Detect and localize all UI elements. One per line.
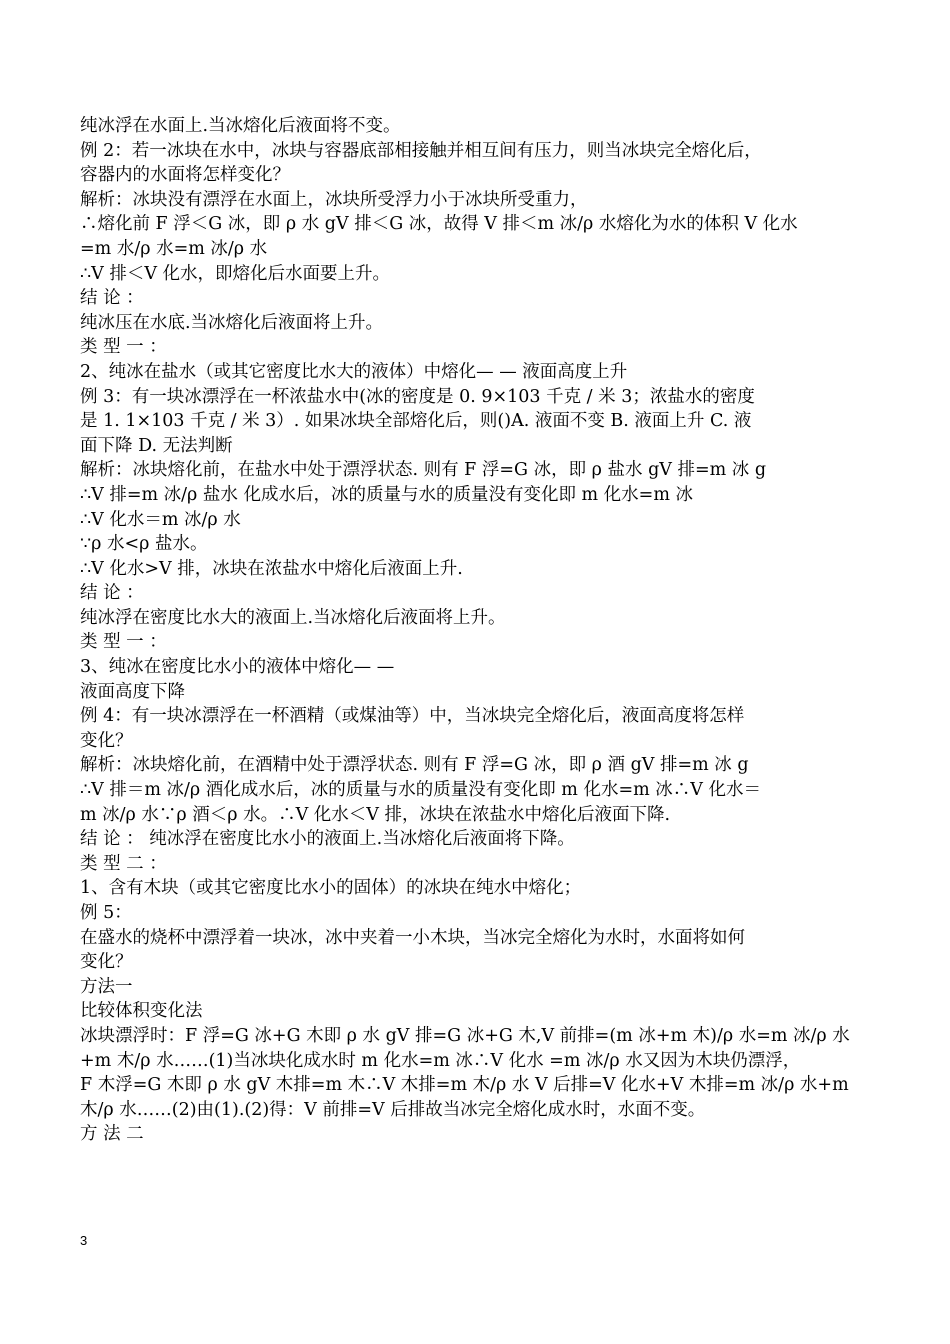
text-line: 液面高度下降	[80, 681, 185, 702]
text-line: 例 2：若一冰块在水中，冰块与容器底部相接触并相互间有压力，则当冰块完全熔化后，	[80, 140, 762, 161]
text-line: =m 水/ρ 水=m 冰/ρ 水	[80, 238, 268, 259]
text-line: 结 论 ：	[80, 288, 144, 309]
text-line: 1、含有木块（或其它密度比水小的固体）的冰块在纯水中熔化；	[80, 878, 582, 899]
text-line: F 木浮=G 木即 ρ 水 gV 木排=m 木∴V 木排=m 木/ρ 水 V 后排=V 化水+V 木排=m 冰/ρ 水+m	[80, 1075, 849, 1096]
text-line: 变化？	[80, 730, 133, 751]
text-line: ∴V 化水>V 排，冰块在浓盐水中熔化后液面上升.	[80, 558, 463, 579]
text-line: 纯冰压在水底.当冰熔化后液面将上升。	[80, 312, 384, 333]
text-line: 3、纯冰在密度比水小的液体中熔化— —	[80, 657, 395, 678]
text-line: 例 4：有一块冰漂浮在一杯酒精（或煤油等）中，当冰块完全熔化后，液面高度将怎样	[80, 706, 745, 727]
text-line: 方法一	[80, 976, 133, 997]
text-line: 变化？	[80, 952, 133, 973]
text-line: 在盛水的烧杯中漂浮着一块冰，冰中夹着一小木块，当冰完全熔化为水时，水面将如何	[80, 927, 745, 948]
text-line: 方 法 二	[80, 1124, 144, 1145]
text-line: ∴V 排＜V 化水，即熔化后水面要上升。	[80, 263, 391, 284]
page-number: 3	[80, 1233, 88, 1248]
text-line: 结 论 ： 纯冰浮在密度比水小的液面上.当冰熔化后液面将下降。	[80, 829, 575, 850]
text-line: m 冰/ρ 水∵ρ 酒＜ρ 水。∴V 化水＜V 排，冰块在浓盐水中熔化后液面下降.	[80, 804, 671, 825]
text-line: 解析：冰块没有漂浮在水面上，冰块所受浮力小于冰块所受重力，	[80, 189, 588, 210]
text-line: 类 型 一 ：	[80, 632, 167, 653]
text-line: 纯冰浮在密度比水大的液面上.当冰熔化后液面将上升。	[80, 607, 506, 628]
text-line: 例 3：有一块冰漂浮在一杯浓盐水中(冰的密度是 0. 9×103 千克 / 米 3；浓盐水的密度	[80, 386, 755, 407]
text-line: 2、纯冰在盐水（或其它密度比水大的液体）中熔化— — 液面高度上升	[80, 361, 628, 382]
text-line: ∴V 化水＝m 冰/ρ 水	[80, 509, 241, 530]
text-line: ∴V 排＝m 冰/ρ 酒化成水后，冰的质量与水的质量没有变化即 m 化水=m 冰∴V 化水＝	[80, 780, 761, 801]
text-line: 容器内的水面将怎样变化？	[80, 165, 290, 186]
text-line: 例 5：	[80, 903, 132, 923]
text-line: 纯冰浮在水面上.当冰熔化后液面将不变。	[80, 116, 401, 136]
text-line: ∴V 排=m 冰/ρ 盐水 化成水后，冰的质量与水的质量没有变化即 m 化水=m 冰	[80, 484, 694, 505]
text-line: 解析：冰块熔化前，在盐水中处于漂浮状态. 则有 F 浮=G 冰，即 ρ 盐水 gV 排=m 冰 g	[80, 460, 767, 481]
text-line: 冰块漂浮时：F 浮=G 冰+G 木即 ρ 水 gV 排=G 冰+G 木,V 前排=(m 冰+m 木)/ρ 水=m 冰/ρ 水	[80, 1025, 850, 1046]
text-line: ∴熔化前 F 浮＜G 冰，即 ρ 水 gV 排＜G 冰，故得 V 排＜m 冰/ρ 水熔化为水的体积 V 化水	[80, 214, 798, 235]
text-line: 类 型 一 ：	[80, 337, 167, 358]
text-line: 是 1. 1×103 千克 / 米 3）. 如果冰块全部熔化后，则()A. 液面不变 B. 液面上升 C. 液	[80, 411, 752, 432]
text-line: 木/ρ 水……(2)由(1).(2)得：V 前排=V 后排故当冰完全熔化成水时，水面不变。	[80, 1099, 706, 1120]
text-line: 面下降 D. 无法判断	[80, 435, 233, 456]
text-line: 结 论 ：	[80, 583, 144, 604]
text-line: 解析：冰块熔化前，在酒精中处于漂浮状态. 则有 F 浮=G 冰，即 ρ 酒 gV 排=m 冰 g	[80, 755, 749, 776]
document-body	[80, 114, 870, 1147]
text-line: ∵ρ 水<ρ 盐水。	[80, 534, 208, 555]
text-line: 类 型 二 ：	[80, 853, 167, 874]
text-line: 比较体积变化法	[80, 1001, 203, 1022]
text-line: +m 木/ρ 水……(1)当冰块化成水时 m 化水=m 冰∴V 化水 =m 冰/ρ 水又因为木块仍漂浮，	[80, 1050, 801, 1071]
